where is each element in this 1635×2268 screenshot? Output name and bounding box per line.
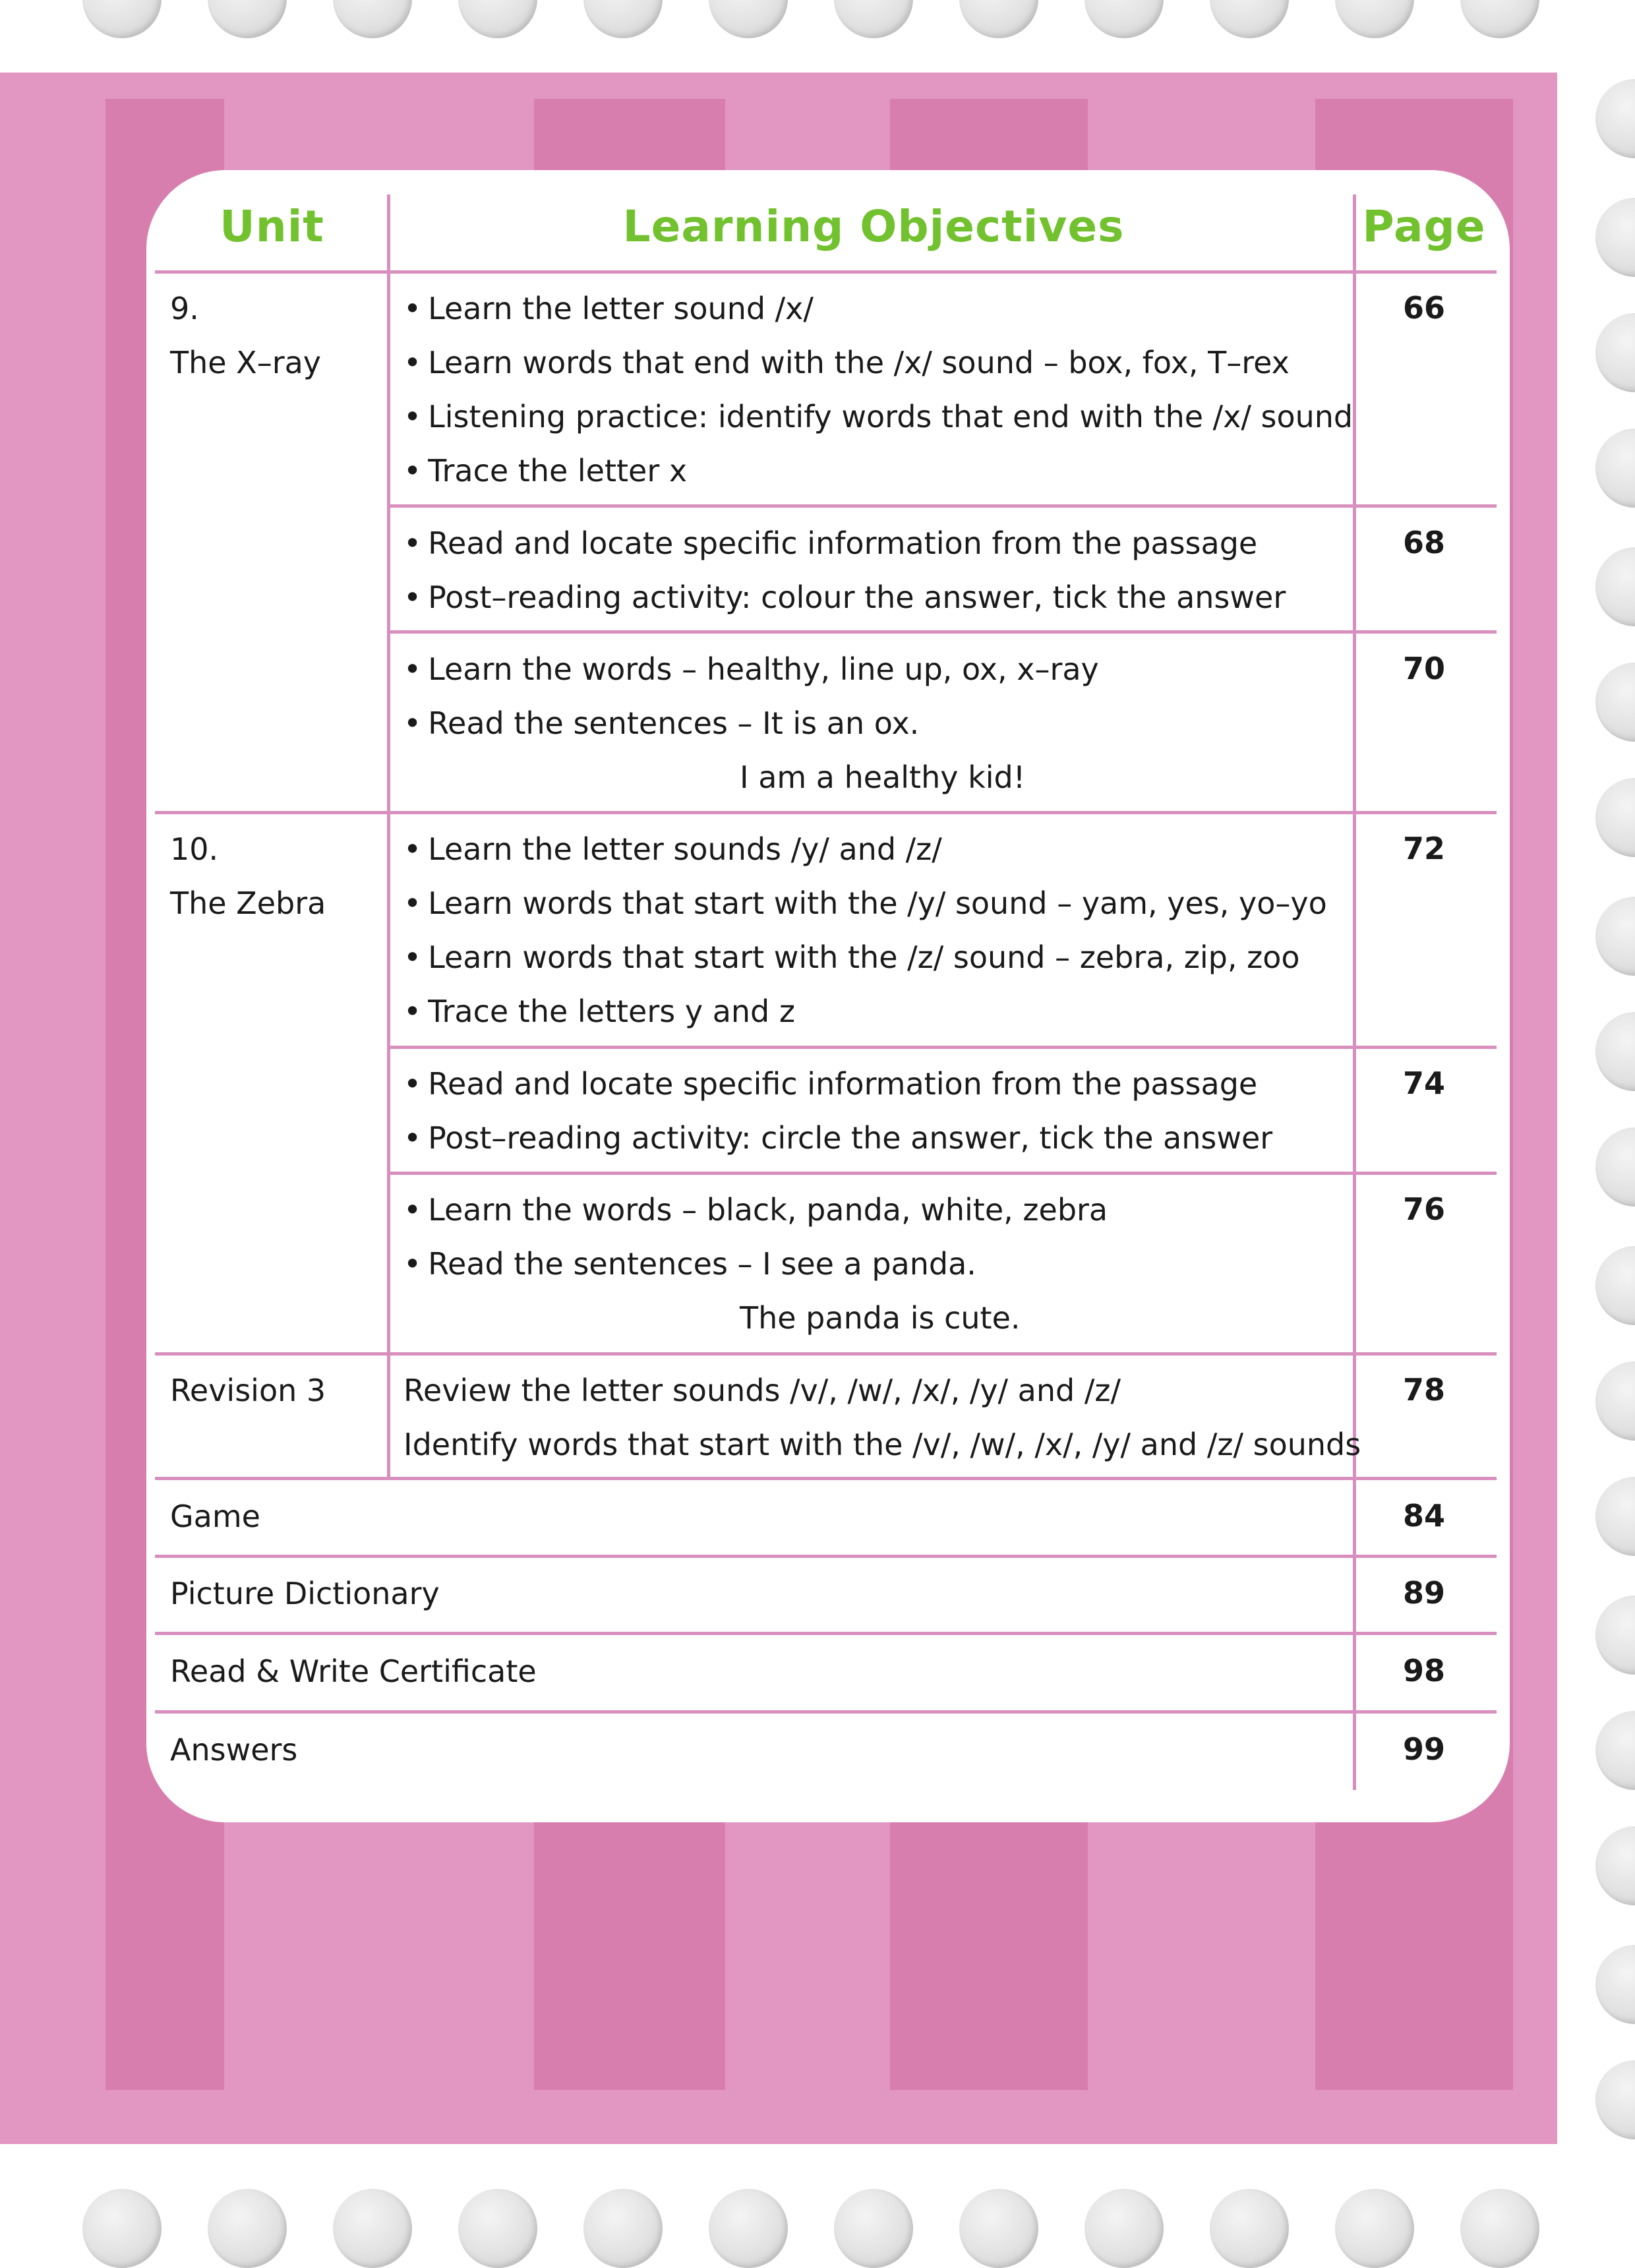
binder-hole <box>959 0 1038 38</box>
binder-hole <box>333 0 412 38</box>
binder-hole <box>583 0 663 38</box>
objective-item: • Learn the words – black, panda, white, zebra <box>403 1191 1108 1228</box>
binder-hole <box>1595 1477 1635 1556</box>
binder-hole <box>709 0 788 38</box>
binder-hole <box>1595 1246 1635 1325</box>
header-unit: Unit <box>220 201 324 252</box>
page-number: 89 <box>1402 1575 1445 1611</box>
binder-hole <box>1210 0 1289 38</box>
objective-item: • Learn words that start with the /y/ sound – yam, yes, yo–yo <box>403 885 1327 922</box>
binder-hole <box>1460 0 1539 38</box>
binder-hole <box>1595 2060 1635 2139</box>
binder-hole <box>709 2189 788 2268</box>
row-rule <box>389 630 1497 634</box>
objective-item: • Read and locate specific information from the passage <box>403 1065 1257 1102</box>
binder-hole <box>1210 2189 1289 2268</box>
row-rule <box>155 1352 1497 1356</box>
unit-title: The Zebra <box>170 885 326 921</box>
binder-hole <box>1595 1945 1635 2024</box>
page-number: 84 <box>1402 1498 1445 1534</box>
binder-hole <box>1460 2189 1539 2268</box>
objective-item: • Post–reading activity: colour the answer, tick the answer <box>403 579 1286 616</box>
extra-title-answers: Answers <box>170 1732 298 1768</box>
page-number: 74 <box>1402 1065 1445 1101</box>
binder-hole <box>1595 1012 1635 1091</box>
binder-hole <box>333 2189 412 2268</box>
binder-hole <box>1085 0 1164 38</box>
page-number: 98 <box>1402 1653 1445 1688</box>
unit-number: 9. <box>170 291 199 326</box>
objective-item: • Learn words that end with the /x/ sound – box, fox, T–rex <box>403 344 1290 381</box>
page-number: 70 <box>1402 651 1445 686</box>
binder-hole <box>1595 663 1635 742</box>
binder-hole <box>959 2189 1038 2268</box>
unit-title: The X–ray <box>170 345 322 380</box>
objective-item: • Read and locate specific information from the passage <box>403 525 1257 562</box>
sentence-continuation: I am a healthy kid! <box>740 760 1026 795</box>
binder-hole <box>458 2189 537 2268</box>
header-learning-objectives: Learning Objectives <box>622 201 1125 252</box>
row-rule <box>389 504 1497 508</box>
objective-item: • Post–reading activity: circle the answer, tick the answer <box>403 1119 1272 1156</box>
binder-hole <box>1595 1711 1635 1790</box>
objective-item: • Trace the letter x <box>403 452 687 489</box>
objective-item: • Trace the letters y and z <box>403 993 795 1030</box>
row-rule <box>389 1046 1497 1049</box>
binder-hole <box>1595 1127 1635 1207</box>
objective-item: • Learn the words – healthy, line up, ox, x–ray <box>403 651 1099 688</box>
objective-item: • Listening practice: identify words that end with the /x/ sound <box>403 398 1353 435</box>
binder-hole <box>1085 2189 1164 2268</box>
page-number: 99 <box>1402 1731 1445 1767</box>
extra-title-game: Game <box>170 1499 260 1534</box>
row-rule <box>155 270 1497 274</box>
row-rule <box>155 1710 1497 1714</box>
page-number: 78 <box>1402 1372 1445 1408</box>
binder-hole <box>1595 547 1635 626</box>
binder-hole <box>208 0 287 38</box>
sentence-continuation: The panda is cute. <box>740 1300 1021 1336</box>
binder-hole <box>1595 313 1635 392</box>
binder-hole <box>1335 0 1414 38</box>
row-rule <box>155 1632 1497 1635</box>
objective-item: • Read the sentences – It is an ox. <box>403 705 919 742</box>
unit-number: 10. <box>170 831 219 867</box>
row-rule <box>155 811 1497 814</box>
objective-item: • Learn words that start with the /z/ sound – zebra, zip, zoo <box>403 939 1300 976</box>
page-number: 68 <box>1402 525 1445 560</box>
binder-hole <box>1595 1361 1635 1441</box>
column-rule-unit <box>387 194 390 1477</box>
row-rule <box>155 1555 1497 1558</box>
page-number: 76 <box>1402 1191 1445 1227</box>
binder-hole <box>1335 2189 1414 2268</box>
binder-hole <box>1595 198 1635 277</box>
binder-hole <box>1595 429 1635 508</box>
binder-hole <box>583 2189 663 2268</box>
objective-item: • Read the sentences – I see a panda. <box>403 1245 976 1282</box>
binder-hole <box>82 2189 162 2268</box>
binder-hole <box>82 0 162 38</box>
binder-hole <box>208 2189 287 2268</box>
objective-item: Review the letter sounds /v/, /w/, /x/, /y/ and /z/ <box>403 1373 1121 1408</box>
objective-item: • Learn the letter sounds /y/ and /z/ <box>403 831 942 868</box>
binder-hole <box>1595 1826 1635 1905</box>
binder-hole <box>1595 79 1635 158</box>
binder-hole <box>458 0 537 38</box>
objective-item: • Learn the letter sound /x/ <box>403 290 814 327</box>
binder-hole <box>834 0 913 38</box>
page-number: 66 <box>1402 290 1445 326</box>
binder-hole <box>1595 1596 1635 1675</box>
column-rule-page <box>1353 194 1356 1790</box>
row-rule <box>389 1172 1497 1175</box>
binder-hole <box>1595 897 1635 976</box>
objective-item: Identify words that start with the /v/, /w/, /x/, /y/ and /z/ sounds <box>403 1427 1361 1462</box>
row-rule <box>155 1477 1497 1480</box>
revision-title: Revision 3 <box>170 1373 326 1408</box>
extra-title-certificate: Read & Write Certificate <box>170 1654 537 1689</box>
binder-hole <box>1595 778 1635 857</box>
page-number: 72 <box>1402 831 1445 866</box>
header-page: Page <box>1362 201 1486 252</box>
extra-title-picture-dictionary: Picture Dictionary <box>170 1576 440 1611</box>
binder-hole <box>834 2189 913 2268</box>
